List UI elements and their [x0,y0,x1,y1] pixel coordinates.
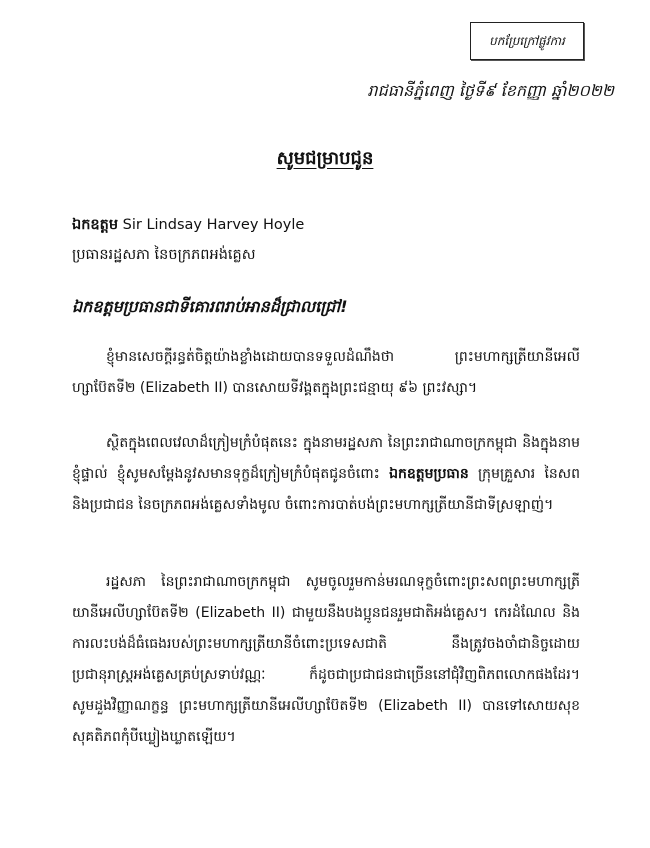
body-paragraph-2 [72,428,580,521]
body-paragraph-2-emphasis: ឯកឧត្តមប្រធាន [389,466,469,482]
body-paragraph-2-end: ក្រុមគ្រួសារ នៃសព និងប្រជាជន នៃចក្រភពអង់គ្លេសទាំងមូល ចំពោះការបាត់បង់ព្រះមហាក្សត្រីយានីជាទីស្រឡាញ់។ [72,466,580,513]
unofficial-translation-box [470,22,584,60]
recipient-name: Sir Lindsay Harvey Hoyle [122,217,305,233]
salutation: ឯកឧត្តមប្រធានជាទីគោរពរាប់អានដ៏ជ្រាលជ្រៅ! [72,297,348,316]
letter-title: សូមជម្រាបជូន [276,148,374,169]
letter-date: រាជធានីភ្នំពេញ ថ្ងៃទី៩ ខែកញ្ញា ឆ្នាំ២០២២ [367,81,614,100]
body-paragraph-3: រដ្ឋសភា នៃព្រះរាជាណាចក្រកម្ពុជា សូមចូលរួមកាន់មរណទុក្ខចំពោះព្រះសពព្រះមហាក្សត្រីយានីអេលីហ្សាប៊ែតទី២ (Elizabeth II) ជាមួយនឹងបងប្អូនជនរួមជាតិអង់គ្លេស។ កេរដំណែល និងការលះបង់ដ៏ធំធេងរបស់ព្រះមហាក្សត្រីយានីចំពោះប្រទេសជាតិ នឹងត្រូវចងចាំជានិច្ចដោយប្រជានុរាស្ត្រអង់គ្លេសគ្រប់ស្រទាប់វណ្ណៈ ក៏ដូចជាប្រជាជនជាច្រើននៅជុំវិញពិភពលោកផងដែរ។ សូមដួងវិញ្ញាណក្ខន្ធ ព្រះមហាក្សត្រីយានីអេលីហ្សាប៊ែតទី២ (Elizabeth II) បានទៅសោយសុខសុគតិភពកុំបីឃ្លៀងឃ្លាតឡើយ។ [72,574,580,745]
unofficial-translation-label: បកប្រែក្រៅផ្លូវការ [489,33,565,48]
recipient-title: ប្រធានរដ្ឋសភា នៃចក្រភពអង់គ្លេស [72,247,256,263]
recipient-honorific: ឯកឧត្តម [72,217,119,233]
body-paragraph-2-start: ស្ថិតក្នុងពេលវេលាដ៏ក្រៀមក្រំបំផុតនេះ ក្នុងនាមរដ្ឋសភា នៃព្រះរាជាណាចក្រកម្ពុជា និងក្នុងនាមខ្ញុំផ្ទាល់ ខ្ញុំសូមសម្តែងនូវសមានទុក្ខដ៏ក្រៀមក្រំបំផុតជូនចំពោះ [72,435,580,482]
recipient-name-line [72,216,304,237]
body-paragraph-1: ខ្ញុំមានសេចក្តីរន្ធត់ចិត្តយ៉ាងខ្លាំងដោយបានទទួលដំណឹងថា ព្រះមហាក្សត្រីយានីអេលីហ្សាប៊ែតទី២ (Elizabeth II) បានសោយទីវង្គតក្នុងព្រះជន្មាយុ ៩៦ ព្រះវស្សា។ [72,349,580,396]
